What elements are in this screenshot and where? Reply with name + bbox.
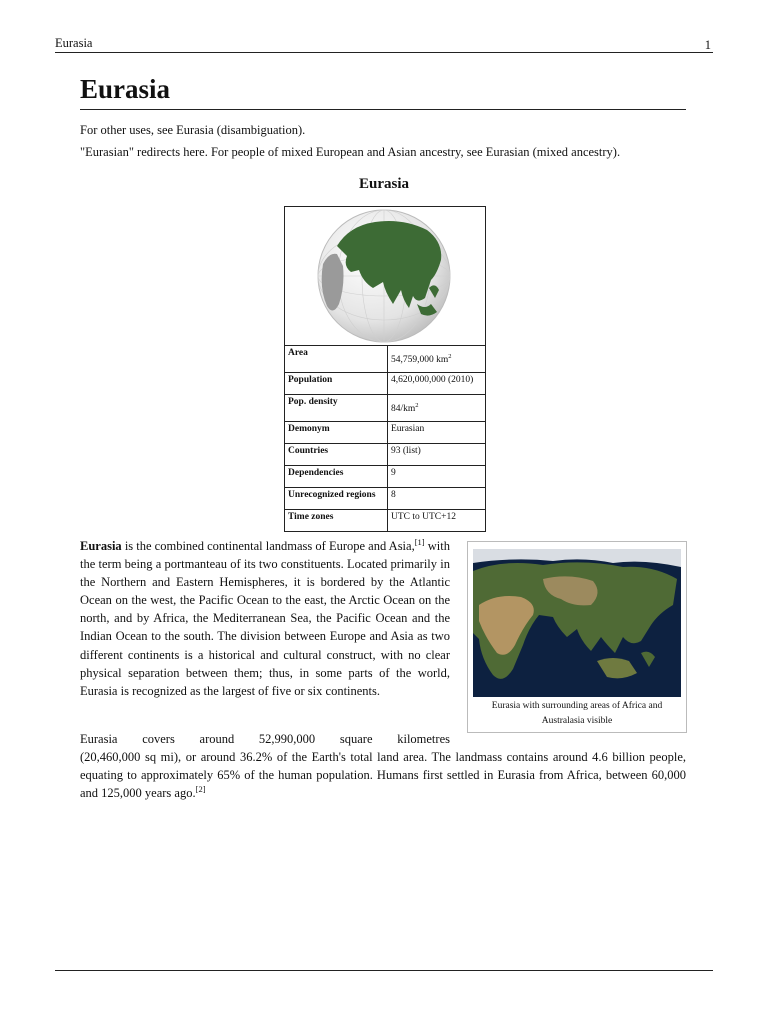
body-paragraph-1: Eurasia is the combined continental landmass of Europe and Asia,[1] with the term being a portmanteau of its two constituents. Located primarily in the Northern and Eastern Hemispheres, it is bordered by the Atlantic Ocean on the west, the Pacific Ocean to the east, the Arctic Ocean on the north, and by Africa, the Mediterranean Sea, the Pacific Ocean and the Indian Ocean to the south. The division between Europe and Asia as two different continents is a historical and cultural construct, with no clear physical separation between them; thus, in some parts of the world, Eurasia is recognized as the largest of five or six continents. bbox=[80, 536, 450, 698]
infobox-label: Dependencies bbox=[285, 466, 388, 488]
infobox-value: 9 bbox=[388, 466, 486, 488]
infobox-value: $84/km^2$ bbox=[388, 395, 486, 422]
satellite-map-icon[interactable] bbox=[473, 549, 681, 697]
infobox-value[interactable]: 93 (list) bbox=[388, 444, 486, 466]
infobox-value: 4,620,000,000 (2010) bbox=[388, 373, 486, 395]
page-title bbox=[80, 71, 686, 110]
infobox-map bbox=[285, 207, 485, 346]
infobox-value: Eurasian bbox=[388, 422, 486, 444]
infobox bbox=[284, 206, 486, 532]
infobox-title: Eurasia bbox=[358, 176, 409, 192]
infobox-row-timezones bbox=[285, 510, 485, 532]
infobox-label: Unrecognized regions bbox=[285, 488, 388, 510]
infobox-label: Countries bbox=[285, 444, 388, 466]
infobox-label: Time zones bbox=[285, 510, 388, 532]
infobox-value: 8 bbox=[388, 488, 486, 510]
running-header bbox=[55, 34, 713, 53]
page-title-text: Eurasia bbox=[80, 74, 171, 104]
infobox-row-population bbox=[285, 373, 485, 395]
page-number: 1 bbox=[704, 38, 711, 52]
globe-map-icon bbox=[313, 208, 455, 344]
citation-1[interactable]: [1] bbox=[414, 536, 425, 547]
hatnote-redirect[interactable]: "Eurasian" redirects here. For people of mixed European and Asian ancestry, see Eurasian (mixed ancestry). bbox=[80, 145, 621, 159]
infobox-row-countries bbox=[285, 444, 485, 466]
infobox-row-demonym bbox=[285, 422, 485, 444]
body-paragraph-2: Eurasia covers around 52,990,000 square kilometres (20,460,000 sq mi), or around 36.2% of the Earth's total land area. The landmass contains around 4.6 billion people, equating to approximately 65% of the human population. Humans first settled in Eurasia from Africa, between 60,000 and 125,000 years ago.[2] bbox=[80, 732, 686, 801]
hatnote-disambiguation[interactable]: For other uses, see Eurasia (disambiguation). bbox=[80, 123, 306, 137]
infobox-row-dependencies bbox=[285, 466, 485, 488]
infobox-label: Population bbox=[285, 373, 388, 395]
infobox-row-density bbox=[285, 395, 485, 422]
footer-rule bbox=[55, 970, 713, 971]
infobox-value: 54,759,000 $km^2$ bbox=[391, 353, 452, 366]
infobox-table bbox=[285, 346, 485, 531]
running-title: Eurasia bbox=[55, 36, 93, 50]
infobox-row-area bbox=[285, 346, 485, 373]
figure-satellite bbox=[467, 541, 687, 733]
lead-term: Eurasia bbox=[80, 539, 122, 553]
infobox-row-unrecognized bbox=[285, 488, 485, 510]
figure-caption: Eurasia with surrounding areas of Africa and Australasia visible bbox=[491, 701, 663, 726]
citation-2[interactable]: [2] bbox=[195, 784, 206, 795]
infobox-label: Area bbox=[285, 346, 388, 373]
infobox-label: Demonym bbox=[285, 422, 388, 444]
infobox-value: UTC to UTC+12 bbox=[388, 510, 486, 532]
infobox-label: Pop. density bbox=[285, 395, 388, 422]
